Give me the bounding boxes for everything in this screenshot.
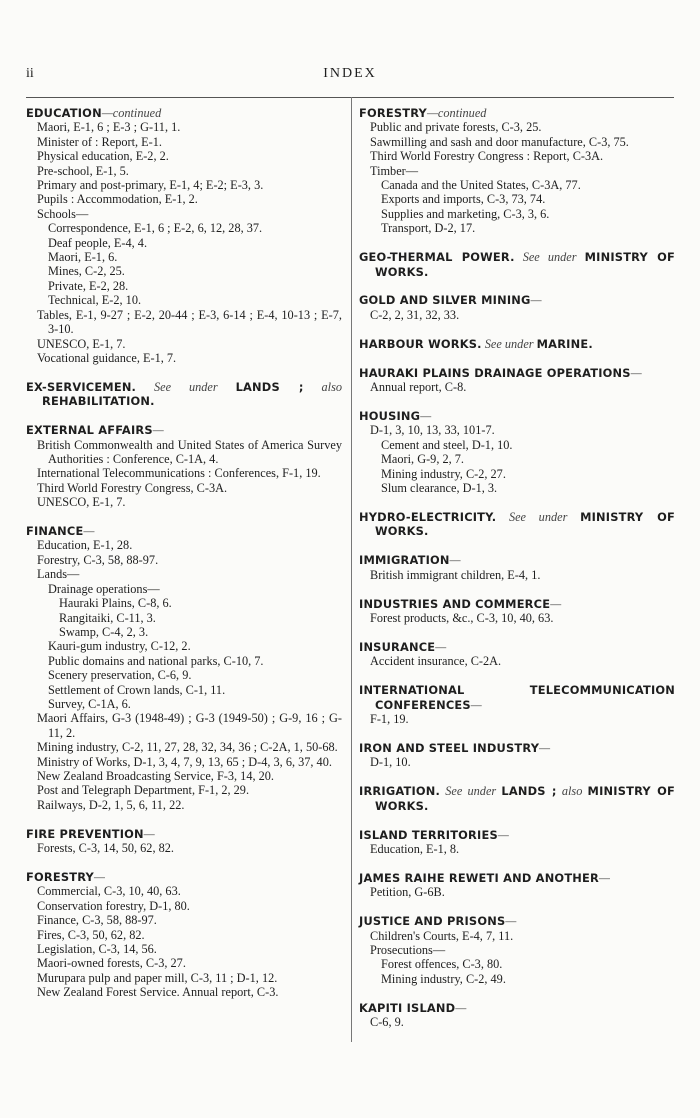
entry-title: IRRIGATION. — [359, 784, 441, 799]
index-entry — [26, 423, 342, 509]
subentry: New Zealand Forest Service. Annual report, C-3. — [37, 985, 279, 1000]
entry-title: HAURAKI PLAINS DRAINAGE OPERATIONS — [359, 365, 631, 380]
subentry: Fires, C-3, 50, 62, 82. — [37, 927, 145, 942]
index-entry — [359, 106, 675, 236]
subentry: Transport, D-2, 17. — [381, 221, 476, 236]
see-under-label: See under — [484, 336, 534, 351]
subentry: Pupils : Accommodation, E-1, 2. — [37, 192, 198, 207]
cross-reference: REHABILITATION. — [42, 394, 155, 409]
subentry: Forests, C-3, 14, 50, 62, 82. — [37, 841, 174, 856]
entry-heading — [26, 870, 342, 884]
subentry-list — [359, 308, 675, 322]
subentry: Swamp, C-4, 2, 3. — [59, 624, 149, 639]
entry-title: FORESTRY — [359, 106, 427, 120]
entry-heading — [359, 293, 675, 307]
index-entry — [359, 828, 675, 857]
entry-title: HARBOUR WORKS. — [359, 336, 482, 351]
continuation-mark: —continued — [101, 106, 162, 120]
subentry: Prosecutions— — [370, 942, 446, 957]
subentry-list — [26, 884, 342, 999]
subentry: British immigrant children, E-4, 1. — [370, 567, 541, 582]
subentry-list — [359, 611, 675, 625]
subentry: Forestry, C-3, 58, 88-97. — [37, 552, 159, 567]
entry-heading — [359, 640, 675, 654]
subentry: Vocational guidance, E-1, 7. — [37, 350, 177, 365]
index-entry — [359, 250, 675, 279]
subentry: Forest offences, C-3, 80. — [381, 957, 503, 972]
cross-reference: MINISTRY OF WORKS. — [375, 784, 675, 813]
subentry: D-1, 3, 10, 13, 33, 101-7. — [370, 423, 495, 438]
subentry: Supplies and marketing, C-3, 3, 6. — [381, 206, 550, 221]
index-entry — [359, 337, 675, 351]
entry-title: JAMES RAIHE REWETI AND ANOTHER — [359, 870, 599, 885]
entry-heading — [26, 524, 342, 538]
subentry: Public domains and national parks, C-10, 7. — [48, 653, 264, 668]
page-title: INDEX — [323, 66, 377, 81]
subentry-list — [359, 929, 675, 987]
index-column-right — [359, 106, 675, 1030]
entry-heading — [359, 106, 675, 120]
index-entry — [359, 871, 675, 900]
cross-reference: MARINE. — [536, 336, 593, 351]
subentry-list — [359, 423, 675, 495]
see-also-label: also — [321, 379, 343, 394]
subentry-list — [359, 842, 675, 856]
subentry: Schools— — [37, 206, 89, 221]
entry-title: GEO-THERMAL POWER. — [359, 250, 515, 265]
continuation-mark: — — [539, 740, 551, 755]
subentry: Maori-owned forests, C-3, 27. — [37, 956, 186, 971]
entry-title: IMMIGRATION — [359, 553, 450, 568]
entry-title: FORESTRY — [26, 870, 94, 884]
entry-title: FIRE PREVENTION — [26, 826, 144, 841]
entry-heading — [26, 423, 342, 437]
continuation-mark: —continued — [427, 106, 487, 120]
entry-heading — [359, 510, 675, 539]
subentry: Scenery preservation, C-6, 9. — [48, 668, 192, 683]
continuation-mark: — — [83, 524, 95, 539]
subentry: Railways, D-2, 1, 5, 6, 11, 22. — [37, 797, 185, 812]
continuation-mark: — — [420, 409, 432, 423]
subentry: Mining industry, C-2, 11, 27, 28, 32, 34, 36 ; C-2A, 1, 50-68. — [37, 740, 338, 755]
cross-reference: MINISTRY OF WORKS. — [375, 250, 675, 279]
subentry: Deaf people, E-4, 4. — [48, 235, 148, 250]
subentry-list — [359, 654, 675, 668]
subentry: Lands— — [37, 567, 80, 582]
subentry-list — [26, 538, 342, 812]
subentry: Rangitaiki, C-11, 3. — [59, 610, 156, 625]
index-entry — [26, 106, 342, 365]
index-entry — [359, 553, 675, 582]
subentry: Public and private forests, C-3, 25. — [370, 120, 542, 135]
subentry: Slum clearance, D-1, 3. — [381, 481, 498, 496]
subentry: Pre-school, E-1, 5. — [37, 163, 129, 178]
entry-heading — [359, 409, 675, 423]
index-entry — [359, 510, 675, 539]
subentry: Canada and the United States, C-3A, 77. — [381, 178, 581, 193]
entry-heading — [359, 741, 675, 755]
subentry: New Zealand Broadcasting Service, F-3, 14, 20. — [37, 768, 274, 783]
index-entry — [359, 293, 675, 322]
index-entry — [359, 914, 675, 986]
subentry: Physical education, E-2, 2. — [37, 149, 169, 164]
subentry: Drainage operations— — [48, 581, 160, 596]
subentry: Correspondence, E-1, 6 ; E-2, 6, 12, 28, 37. — [48, 221, 263, 236]
subentry: Ministry of Works, D-1, 3, 4, 7, 9, 13, 65 ; D-4, 3, 6, 37, 40. — [37, 754, 332, 769]
entry-heading — [359, 553, 675, 567]
index-column-left — [26, 106, 342, 1000]
see-under-label: See under — [445, 784, 497, 799]
subentry: C-2, 2, 31, 32, 33. — [370, 307, 460, 322]
subentry: D-1, 10. — [370, 755, 411, 770]
entry-heading — [359, 683, 675, 712]
column-divider — [351, 97, 352, 1042]
entry-heading — [359, 828, 675, 842]
index-entry — [359, 683, 675, 726]
see-under-label: See under — [508, 509, 568, 524]
entry-heading — [359, 914, 675, 928]
subentry-list — [359, 755, 675, 769]
subentry: Children's Courts, E-4, 7, 11. — [370, 928, 514, 943]
continuation-mark: — — [455, 1000, 467, 1015]
subentry: Maori Affairs, G-3 (1948-49) ; G-3 (1949-50) ; G-9, 16 ; G-11, 2. — [37, 711, 342, 740]
cross-reference: MINISTRY OF WORKS. — [375, 509, 676, 539]
subentry: Post and Telegraph Department, F-1, 2, 29. — [37, 783, 250, 798]
subentry: Minister of : Report, E-1. — [37, 134, 162, 149]
continuation-mark: — — [449, 553, 461, 568]
subentry: Hauraki Plains, C-8, 6. — [59, 596, 172, 611]
cross-reference: LANDS ; — [235, 379, 304, 394]
subentry: Exports and imports, C-3, 73, 74. — [381, 192, 546, 207]
subentry: Accident insurance, C-2A. — [370, 654, 502, 669]
subentry: Third World Forestry Congress : Report, C-3A. — [370, 149, 604, 164]
entry-heading — [359, 1001, 675, 1015]
subentry-list — [359, 568, 675, 582]
subentry: Third World Forestry Congress, C-3A. — [37, 480, 228, 495]
subentry: Maori, G-9, 2, 7. — [381, 452, 464, 467]
entry-title: HYDRO-ELECTRICITY. — [359, 509, 497, 524]
subentry: Settlement of Crown lands, C-1, 11. — [48, 682, 226, 697]
subentry: British Commonwealth and United States of America Survey Authorities : Conference, C-1A, 4. — [37, 437, 342, 466]
subentry: UNESCO, E-1, 7. — [37, 336, 126, 351]
subentry: Maori, E-1, 6. — [48, 250, 118, 265]
entry-title: JUSTICE AND PRISONS — [359, 914, 506, 929]
header-rule — [26, 97, 674, 98]
subentry: Education, E-1, 28. — [37, 538, 133, 553]
index-entry — [359, 640, 675, 669]
entry-title: EXTERNAL AFFAIRS — [26, 423, 153, 438]
index-entry — [359, 1001, 675, 1030]
page-number: ii — [26, 66, 34, 81]
index-entry — [26, 524, 342, 812]
subentry: Annual report, C-8. — [370, 380, 467, 395]
entry-title: GOLD AND SILVER MINING — [359, 293, 531, 308]
subentry: Conservation forestry, D-1, 80. — [37, 898, 190, 913]
subentry-list — [359, 120, 675, 235]
subentry-list — [26, 841, 342, 855]
index-entry — [26, 380, 342, 409]
entry-title: KAPITI ISLAND — [359, 1000, 456, 1015]
subentry-list — [26, 438, 342, 510]
index-entry — [359, 784, 675, 813]
subentry: Forest products, &c., C-3, 10, 40, 63. — [370, 610, 554, 625]
entry-heading — [359, 337, 675, 351]
subentry: Survey, C-1A, 6. — [48, 696, 131, 711]
subentry-list — [26, 120, 342, 365]
continuation-mark: — — [435, 639, 447, 654]
continuation-mark: — — [550, 596, 562, 611]
entry-title: ISLAND TERRITORIES — [359, 827, 498, 842]
entry-title: FINANCE — [26, 524, 84, 539]
continuation-mark: — — [143, 826, 155, 841]
entry-heading — [26, 380, 342, 409]
see-under-label: See under — [154, 379, 218, 394]
index-entry — [26, 870, 342, 1000]
entry-title: INTERNATIONAL TELECOMMUNICATION CONFERENCES — [359, 683, 675, 712]
continuation-mark: — — [94, 870, 105, 884]
index-entry — [26, 827, 342, 856]
subentry: Primary and post-primary, E-1, 4; E-2; E-3, 3. — [37, 178, 264, 193]
subentry: Finance, C-3, 58, 88-97. — [37, 913, 157, 928]
subentry: Timber— — [370, 163, 419, 178]
continuation-mark: — — [505, 914, 517, 929]
entry-heading — [359, 871, 675, 885]
subentry: International Telecommunications : Conferences, F-1, 19. — [37, 466, 321, 481]
subentry-list — [359, 380, 675, 394]
subentry: Commercial, C-3, 10, 40, 63. — [37, 884, 181, 899]
entry-title: HOUSING — [359, 409, 421, 423]
subentry: Murupara pulp and paper mill, C-3, 11 ; D-1, 12. — [37, 970, 278, 985]
entry-title: EX-SERVICEMEN. — [26, 379, 137, 394]
subentry-list — [359, 885, 675, 899]
subentry: Mines, C-2, 25. — [48, 264, 125, 279]
index-entry — [359, 597, 675, 626]
subentry: Private, E-2, 28. — [48, 278, 129, 293]
entry-title: IRON AND STEEL INDUSTRY — [359, 740, 540, 755]
subentry: Kauri-gum industry, C-12, 2. — [48, 639, 191, 654]
entry-title: INSURANCE — [359, 639, 436, 654]
subentry: F-1, 19. — [370, 712, 409, 726]
subentry: Petition, G-6B. — [370, 885, 445, 900]
see-also-label: also — [561, 784, 583, 799]
subentry: Sawmilling and sash and door manufacture, C-3, 75. — [370, 134, 629, 149]
index-entry — [359, 741, 675, 770]
subentry: Mining industry, C-2, 27. — [381, 466, 506, 481]
continuation-mark: — — [530, 293, 542, 308]
cross-reference: LANDS ; — [501, 784, 557, 799]
subentry: Maori, E-1, 6 ; E-3 ; G-11, 1. — [37, 120, 181, 135]
entry-heading — [359, 250, 675, 279]
entry-heading — [359, 366, 675, 380]
continuation-mark: — — [598, 870, 610, 885]
continuation-mark: — — [630, 365, 642, 380]
entry-heading — [26, 827, 342, 841]
subentry: UNESCO, E-1, 7. — [37, 495, 126, 510]
subentry: Tables, E-1, 9-27 ; E-2, 20-44 ; E-3, 6-14 ; E-4, 10-13 ; E-7, 3-10. — [37, 307, 342, 337]
entry-title: INDUSTRIES AND COMMERCE — [359, 596, 551, 611]
subentry: Technical, E-2, 10. — [48, 293, 142, 308]
continuation-mark: — — [152, 423, 164, 438]
continuation-mark: — — [470, 697, 482, 712]
subentry-list — [359, 712, 675, 726]
subentry: Education, E-1, 8. — [370, 841, 460, 856]
index-entry — [359, 409, 675, 495]
subentry: Mining industry, C-2, 49. — [381, 971, 506, 986]
entry-heading — [26, 106, 342, 120]
entry-heading — [359, 597, 675, 611]
entry-heading — [359, 784, 675, 813]
subentry: Legislation, C-3, 14, 56. — [37, 942, 157, 957]
subentry: C-6, 9. — [370, 1015, 404, 1030]
continuation-mark: — — [497, 827, 509, 842]
entry-title: EDUCATION — [26, 106, 102, 120]
subentry: Cement and steel, D-1, 10. — [381, 437, 513, 452]
index-entry — [359, 366, 675, 395]
subentry-list — [359, 1015, 675, 1029]
see-under-label: See under — [522, 250, 577, 265]
